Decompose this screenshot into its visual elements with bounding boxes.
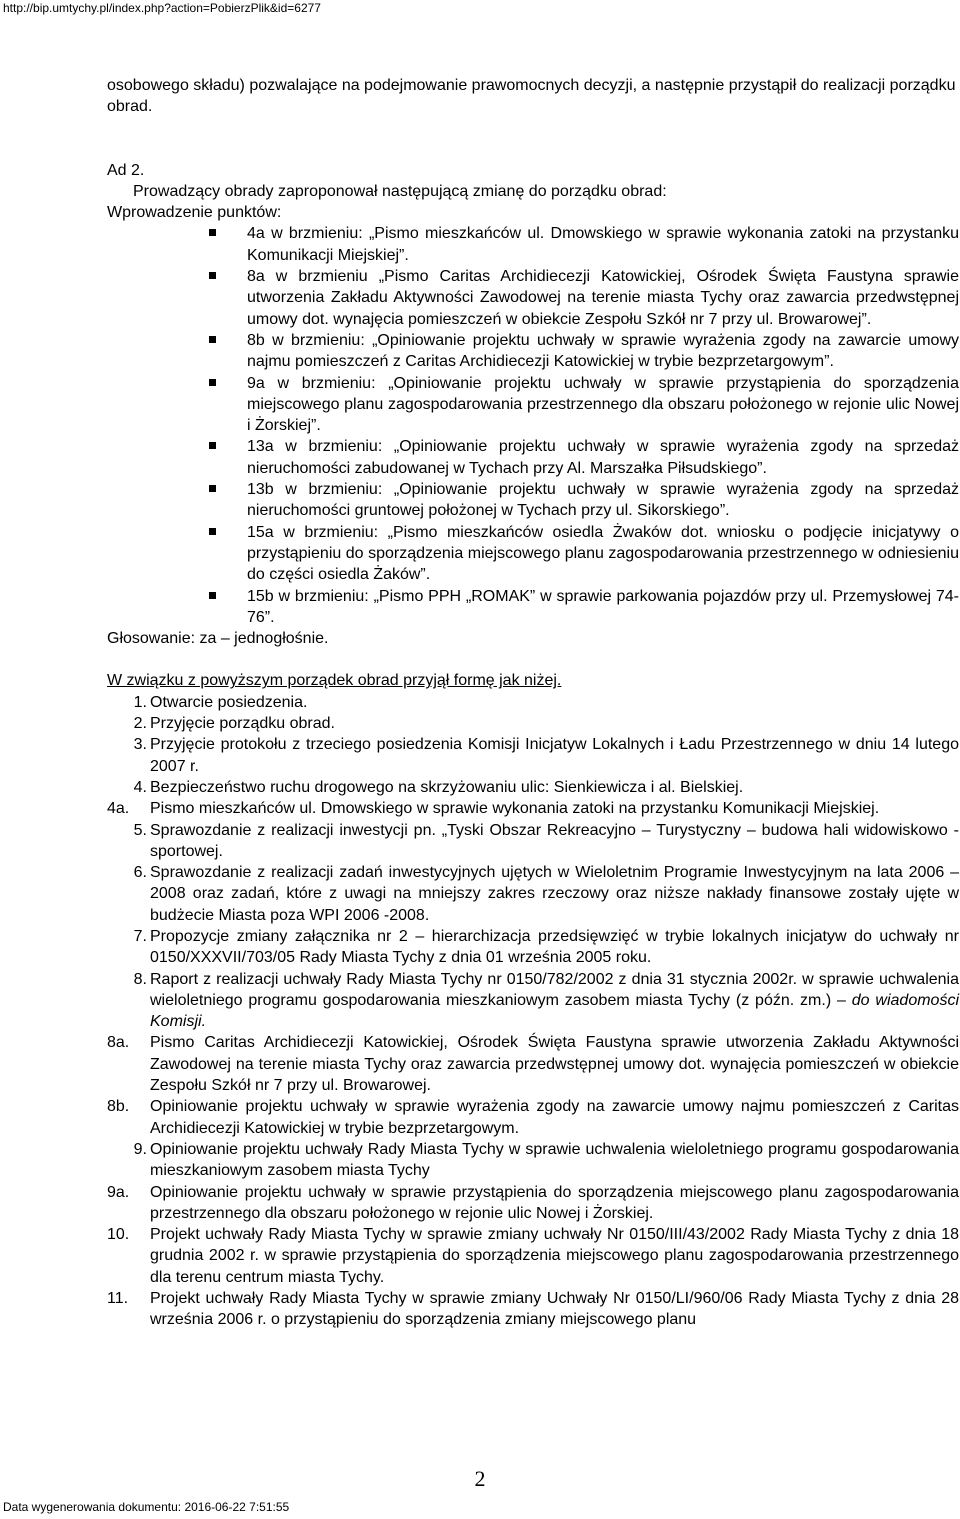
intro-paragraph: osobowego składu) pozwalające na podejmowanie prawomocnych decyzji, a następnie przystąpił do realizacji porządku obrad. — [107, 77, 956, 116]
agenda-item-number: 3. — [133, 736, 147, 754]
agenda-item-number: 1. — [133, 693, 147, 711]
agenda-item-number: 2. — [133, 715, 147, 733]
agenda-item — [133, 862, 959, 926]
agenda-item-number: 8a. — [107, 1034, 130, 1052]
added-points-list — [107, 223, 959, 628]
agenda-item-number: 4. — [133, 778, 147, 796]
agenda-item-text: Sprawozdanie z realizacji zadań inwestycyjnych ujętych w Wieloletnim Programie Inwestycyjnym na lata 2006 – 2008 oraz zadań, które z uwagi na mniejszy zakres rzeczowy oraz niższe nakłady finansowe zostały ujęte w budżecie Miasta poza WPI 2006 -2008. — [150, 864, 959, 924]
agenda-item-number: 9a. — [107, 1183, 130, 1201]
vote-result: Głosowanie: za – jednogłośnie. — [107, 630, 329, 648]
agenda-item — [107, 1224, 959, 1288]
agenda-item-note: do wiadomości Komisji. — [150, 991, 960, 1031]
list-item: 15b w brzmieniu: „Pismo PPH „ROMAK” w sprawie parkowania pojazdów przy ul. Przemysłowej 74-76”. — [247, 586, 959, 629]
agenda-item-text: Projekt uchwały Rady Miasta Tychy w sprawie zmiany Uchwały Nr 0150/LI/960/06 Rady Miasta Tychy z dnia 28 września 2006 r. o przystąpieniu do sporządzenia zmiany miejscowego planu — [150, 1290, 959, 1329]
list-item: 9a w brzmieniu: „Opiniowanie projektu uchwały w sprawie przystąpienia do sporządzenia miejscowego planu zagospodarowania przestrzennego dla obszaru położonego w rejonie ulic Nowej i Żorskiej”. — [247, 373, 959, 437]
list-item: 8a w brzmieniu „Pismo Caritas Archidiecezji Katowickiej, Ośrodek Święta Faustyna sprawie utworzenia Zakładu Aktywności Zawodowej na terenie miasta Tychy oraz zawarcia przedwstępnej umowy dot. wynajęcia pomieszczeń w obiekcie Zespołu Szkół nr 7 przy ul. Browarowej”. — [247, 266, 959, 330]
agenda-item-text: Projekt uchwały Rady Miasta Tychy w sprawie zmiany uchwały Nr 0150/III/43/2002 Rady Miasta Tychy z dnia 18 grudnia 2002 r. w sprawie przystąpienia do sporządzenia miejscowego planu zagospodarowania przestrzennego dla terenu centrum miasta Tychy. — [150, 1226, 959, 1286]
agenda-item-text: Pismo Caritas Archidiecezji Katowickiej, Ośrodek Święta Faustyna sprawie utworzenia Zakładu Aktywności Zawodowej na terenie miasta Tychy oraz zawarcia przedwstępnej umowy dot. wynajęcia pomieszczeń w obiekcie Zespołu Szkół nr 7 przy ul. Browarowej. — [150, 1034, 959, 1095]
agenda-item-number: 10. — [107, 1226, 130, 1244]
list-item: 13a w brzmieniu: „Opiniowanie projektu uchwały w sprawie wyrażenia zgody na sprzedaż nieruchomości zabudowanej w Tychach przy Al. Marszałka Piłsudskiego”. — [247, 436, 959, 479]
agenda-item — [133, 713, 959, 734]
agenda-item — [133, 692, 959, 713]
list-item: 13b w brzmieniu: „Opiniowanie projektu uchwały w sprawie wyrażenia zgody na sprzedaż nieruchomości gruntowej położonej w Tychach przy ul. Sikorskiego”. — [247, 479, 959, 522]
page-number: 2 — [474, 1466, 486, 1491]
ad2-title: Ad 2. — [107, 161, 145, 179]
agenda-list — [107, 692, 959, 1331]
agenda-item — [107, 1288, 959, 1331]
list-item: 15a w brzmieniu: „Pismo mieszkańców osiedla Żwaków dot. wniosku o podjęcie inicjatywy o przystąpieniu do sporządzenia miejscowego planu zagospodarowania przestrzennego w odniesieniu do części osiedla Żaków”. — [247, 522, 959, 586]
agenda-item — [133, 734, 959, 777]
agenda-item-text: Raport z realizacji uchwały Rady Miasta Tychy nr 0150/782/2002 z dnia 31 stycznia 2002r. w sprawie uchwalenia wieloletniego programu gospodarowania mieszkaniowym zasobem miasta Tychy (z późn. zm.) – — [150, 970, 959, 1009]
agenda-item-number: 5. — [133, 821, 147, 839]
agenda-item-text: Opiniowanie projektu uchwały w sprawie wyrażenia zgody na zawarcie umowy najmu pomieszczeń z Caritas Archidiecezji Katowickiej w trybie bezprzetargowym. — [150, 1098, 959, 1137]
agenda-item — [133, 1139, 959, 1182]
agenda-item-text: Przyjęcie protokołu z trzeciego posiedzenia Komisji Inicjatyw Lokalnych i Ładu Przestrzennego w dniu 14 lutego 2007 r. — [150, 736, 959, 775]
agenda-item-text: Opiniowanie projektu uchwały Rady Miasta Tychy w sprawie uchwalenia wieloletniego programu gospodarowania mieszkaniowym zasobem miasta Tychy — [150, 1140, 959, 1180]
agenda-item-text: Sprawozdanie z realizacji inwestycji pn. „Tyski Obszar Rekreacyjno – Turystyczny – budowa hali widowiskowo - sportowej. — [150, 821, 959, 860]
agenda-item — [107, 1032, 959, 1096]
agenda-item-number: 4a. — [107, 800, 130, 818]
agenda-item — [107, 1096, 959, 1139]
agenda-item — [107, 798, 959, 819]
agenda-item — [133, 777, 959, 798]
agenda-item-number: 8. — [133, 970, 147, 988]
agenda-item-text: Przyjęcie porządku obrad. — [150, 715, 335, 733]
list-item: 4a w brzmieniu: „Pismo mieszkańców ul. Dmowskiego w sprawie wykonania zatoki na przystanku Komunikacji Miejskiej”. — [247, 223, 959, 266]
agenda-item — [133, 820, 959, 863]
ad2-line2: Wprowadzenie punktów: — [107, 204, 282, 222]
footer-generated-date: Data wygenerowania dokumentu: 2016-06-22 7:51:55 — [3, 1500, 290, 1514]
agenda-item-text: Pismo mieszkańców ul. Dmowskiego w sprawie wykonania zatoki na przystanku Komunikacji Miejskiej. — [150, 800, 880, 818]
agenda-item-number: 11. — [107, 1290, 129, 1308]
agenda-item — [133, 926, 959, 969]
header-url: http://bip.umtychy.pl/index.php?action=PobierzPlik&id=6277 — [3, 1, 321, 15]
agenda-item-text: Bezpieczeństwo ruchu drogowego na skrzyżowaniu ulic: Sienkiewicza i al. Bielskiej. — [150, 778, 744, 796]
agenda-item-text: Opiniowanie projektu uchwały w sprawie przystąpienia do sporządzenia miejscowego planu zagospodarowania przestrzennego dla obszaru położonego w rejonie ulic Nowej i Żorskiej. — [150, 1183, 959, 1222]
agenda-item — [133, 969, 960, 1033]
agenda-item — [107, 1182, 959, 1225]
ad2-line1: Prowadzący obrady zaproponował następującą zmianę do porządku obrad: — [133, 182, 667, 200]
agenda-item-text: Otwarcie posiedzenia. — [150, 693, 308, 711]
document-body — [107, 75, 959, 1331]
agenda-heading: W związku z powyższym porządek obrad przyjął formę jak niżej. — [107, 672, 562, 690]
list-item: 8b w brzmieniu: „Opiniowanie projektu uchwały w sprawie wyrażenia zgody na zawarcie umowy najmu pomieszczeń z Caritas Archidiecezji Katowickiej w trybie bezprzetargowym”. — [247, 330, 959, 373]
agenda-item-text: Propozycje zmiany załącznika nr 2 – hierarchizacja przedsięwzięć w trybie lokalnych inicjatyw do uchwały nr 0150/XXXVII/703/05 Rady Miasta Tychy z dnia 01 września 2005 roku. — [150, 927, 959, 967]
agenda-item-number: 6. — [133, 864, 147, 882]
agenda-item-number: 8b. — [107, 1098, 130, 1116]
agenda-item-number: 7. — [133, 927, 147, 945]
agenda-item-number: 9. — [133, 1140, 147, 1158]
